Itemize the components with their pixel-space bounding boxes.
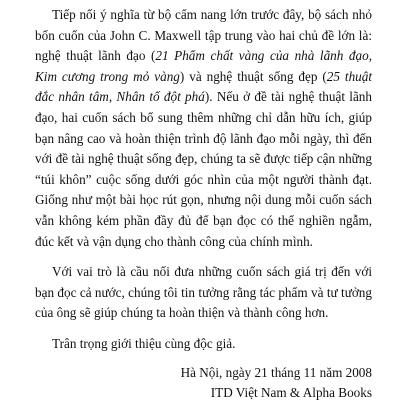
- paragraph-intro: [35, 5, 372, 252]
- book-title-text: 25 thuật đắc nhân tâm, Nhân tố đột phá: [35, 68, 373, 105]
- paragraph-text: Với vai trò là cầu nối đưa những cuốn sách giá trị đến với bạn đọc cả nước, chúng tôi tin tưởng rằng tác phẩm và tư tưởng của ông sẽ giúp chúng ta hoàn thiện và thành công hơn.: [35, 264, 372, 321]
- book-title-text: 21 Phẩm chất vàng của nhà lãnh đạo, Kim cương trong mỏ vàng: [35, 48, 373, 84]
- paragraph-text: ) và nghệ thuật sống đẹp (: [179, 68, 327, 84]
- paragraph-text: Tiếp nối ý nghĩa từ bộ cẩm nang lớn trước đây, bộ sách nhỏ bốn cuốn của John C. Maxwell tập trung vào hai chủ đề lớn là: nghệ thuật lãnh đạo (: [35, 7, 372, 64]
- paragraph-greeting: [35, 334, 372, 355]
- paragraph-mission: [35, 262, 372, 324]
- paragraph-text: Trân trọng giới thiệu cùng độc giả.: [52, 335, 236, 351]
- publisher-signature: ITD Việt Nam & Alpha Books: [210, 385, 372, 400]
- paragraph-text: ). Nếu ở đề tài nghệ thuật lãnh đạo, hai cuốn sách bổ sung thêm những chỉ dẫn hữu ích, giúp bạn nâng cao và hoàn thiện trình độ lãnh đạo mỗi ngày, thì đến với đề tài nghệ thuật sống đẹp, chúng ta sẽ được tiếp cận những “túi khôn” cuộc sống dưới góc nhìn của một người thành đạt. Giống như một bài học rút gọn, nhưng nội dung mỗi cuốn sách vẫn không kém phần đầy đủ để bạn đọc có thể nghiền ngẫm, đúc kết và vận dụng cho thành công của chính mình.: [35, 89, 372, 249]
- place-date: Hà Nội, ngày 21 tháng 11 năm 2008: [180, 364, 372, 380]
